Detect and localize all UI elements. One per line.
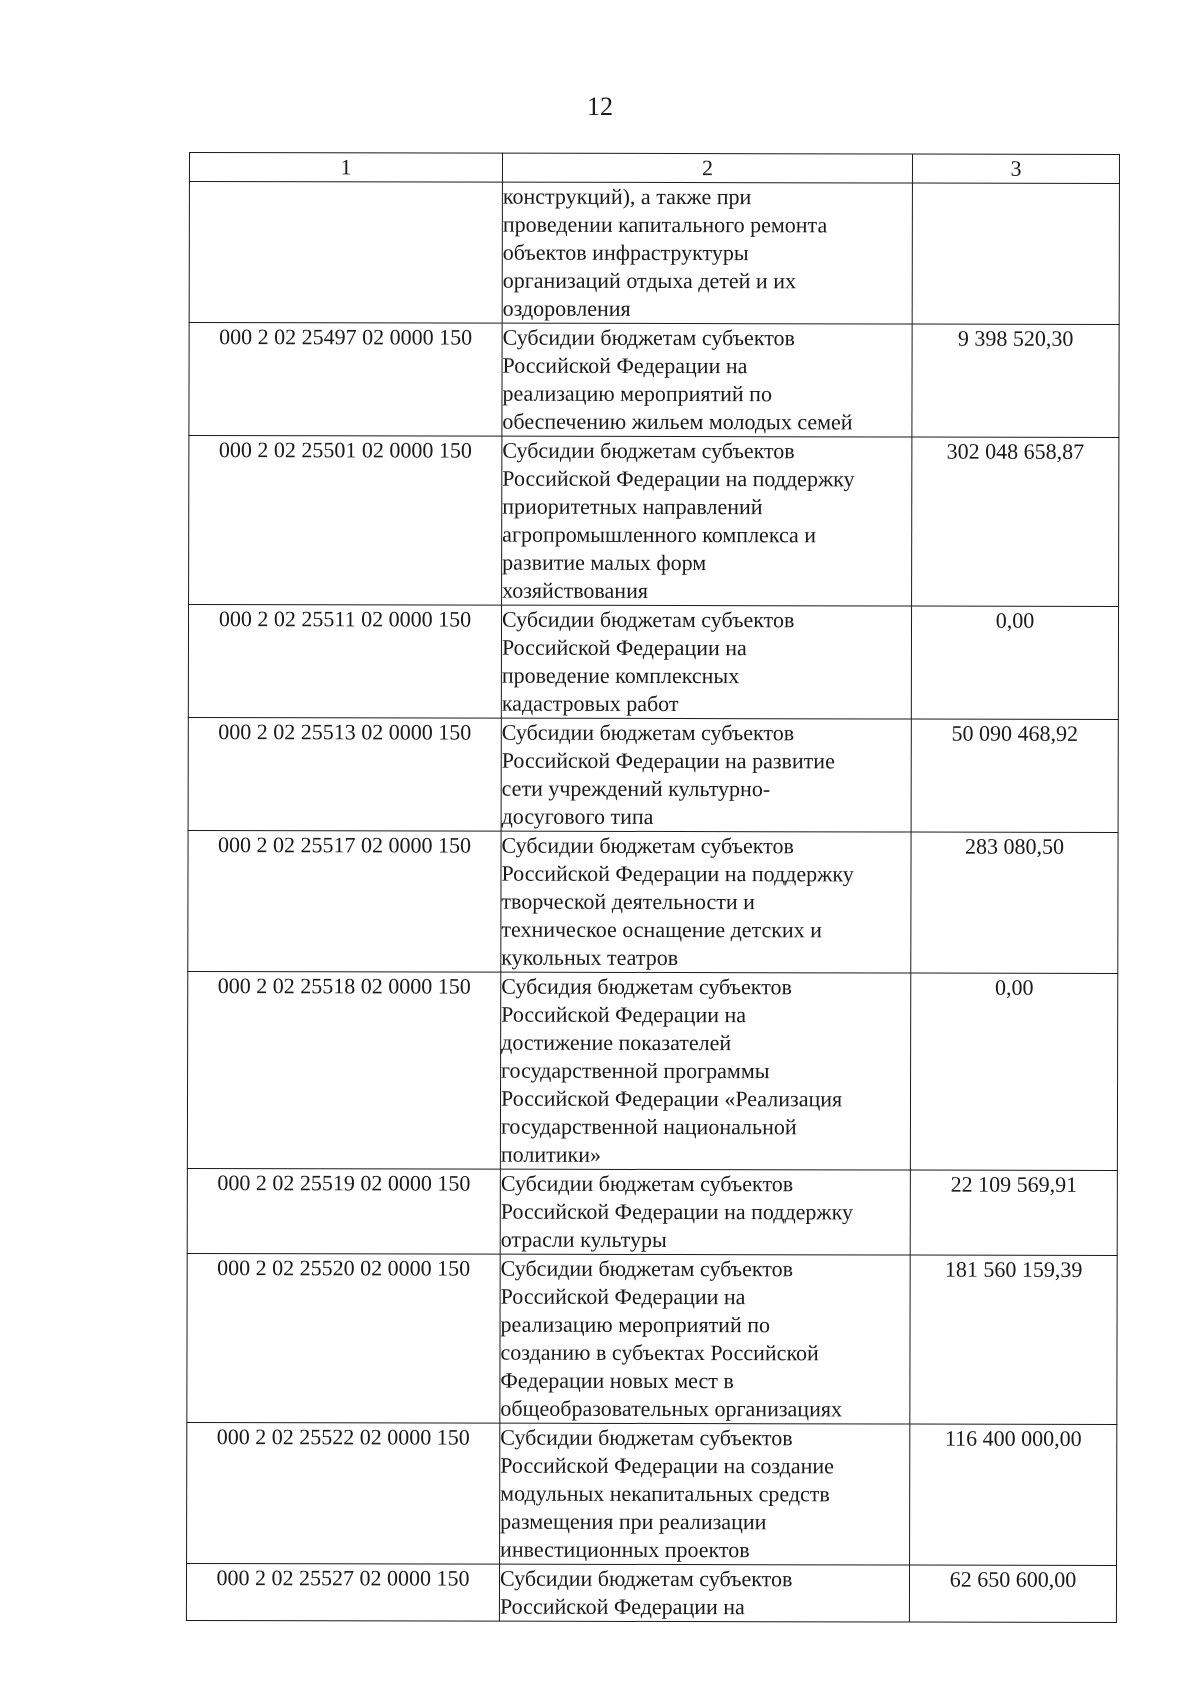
table-row [187, 1422, 1117, 1565]
row-code: 000 2 02 25522 02 0000 150 [187, 1422, 500, 1564]
row-name: Субсидии бюджетам субъектов Российской Федерации на [499, 1564, 909, 1622]
row-amount: 22 109 569,91 [910, 1170, 1117, 1255]
row-amount: 283 080,50 [911, 832, 1118, 973]
row-name: Субсидии бюджетам субъектов Российской Федерации на реализацию мероприятий по обеспечению жильем молодых семей [502, 323, 912, 437]
row-amount: 62 650 600,00 [909, 1565, 1116, 1622]
column-header-code: 1 [189, 153, 502, 183]
row-name: Субсидии бюджетам субъектов Российской Федерации на реализацию мероприятий по созданию в субъектах Российской Федерации новых мест в общеобразовательных организациях [500, 1254, 910, 1424]
row-name: Субсидии бюджетам субъектов Российской Федерации на развитие сети учреждений культурно- досугового типа [501, 718, 911, 832]
column-header-amount: 3 [912, 154, 1119, 183]
row-code: 000 2 02 25497 02 0000 150 [189, 323, 502, 437]
row-amount: 0,00 [910, 973, 1117, 1170]
row-code: 000 2 02 25527 02 0000 150 [186, 1563, 499, 1621]
table-header-row [189, 153, 1119, 184]
table-row [186, 1563, 1116, 1622]
row-code: 000 2 02 25517 02 0000 150 [188, 830, 501, 972]
table-row [189, 323, 1119, 438]
table-row [188, 605, 1118, 720]
row-name: Субсидии бюджетам субъектов Российской Федерации на создание модульных некапитальных средств размещения при реализации инвестиционных проектов [500, 1423, 910, 1565]
row-code [189, 182, 502, 324]
table-row [189, 436, 1119, 607]
row-amount: 116 400 000,00 [910, 1424, 1117, 1565]
row-name: Субсидии бюджетам субъектов Российской Федерации на поддержку отрасли культуры [500, 1169, 910, 1255]
row-code: 000 2 02 25518 02 0000 150 [187, 971, 500, 1169]
row-name: Субсидия бюджетам субъектов Российской Федерации на достижение показателей государственной программы Российской Федерации «Реализация государственной национальной политики» [500, 972, 910, 1170]
row-amount: 50 090 468,92 [911, 719, 1118, 832]
row-code: 000 2 02 25501 02 0000 150 [189, 436, 502, 606]
row-name: Субсидии бюджетам субъектов Российской Федерации на проведение комплексных кадастровых работ [501, 605, 911, 719]
row-amount [912, 183, 1119, 324]
budget-table [186, 152, 1120, 1623]
table-row [187, 1253, 1117, 1424]
row-amount: 9 398 520,30 [912, 324, 1119, 437]
table-row [187, 971, 1117, 1170]
row-amount: 302 048 658,87 [912, 437, 1119, 606]
row-code: 000 2 02 25511 02 0000 150 [188, 605, 501, 719]
row-name: Субсидии бюджетам субъектов Российской Федерации на поддержку творческой деятельности и техническое оснащение детских и кукольных театров [501, 831, 911, 973]
row-name: конструкций), а также при проведении капитального ремонта объектов инфраструктуры организаций отдыха детей и их оздоровления [502, 182, 912, 324]
row-name: Субсидии бюджетам субъектов Российской Федерации на поддержку приоритетных направлений агропромышленного комплекса и развитие малых форм хозяйствования [502, 436, 912, 606]
row-code: 000 2 02 25519 02 0000 150 [187, 1168, 500, 1254]
page-number: 12 [587, 92, 613, 121]
row-code: 000 2 02 25513 02 0000 150 [188, 717, 501, 831]
row-amount: 0,00 [911, 606, 1118, 719]
table-row [187, 1168, 1117, 1255]
table-row [188, 717, 1118, 832]
column-header-name: 2 [502, 153, 912, 183]
table-row [189, 182, 1119, 325]
row-amount: 181 560 159,39 [910, 1255, 1117, 1424]
table-row [188, 830, 1118, 973]
row-code: 000 2 02 25520 02 0000 150 [187, 1253, 500, 1423]
